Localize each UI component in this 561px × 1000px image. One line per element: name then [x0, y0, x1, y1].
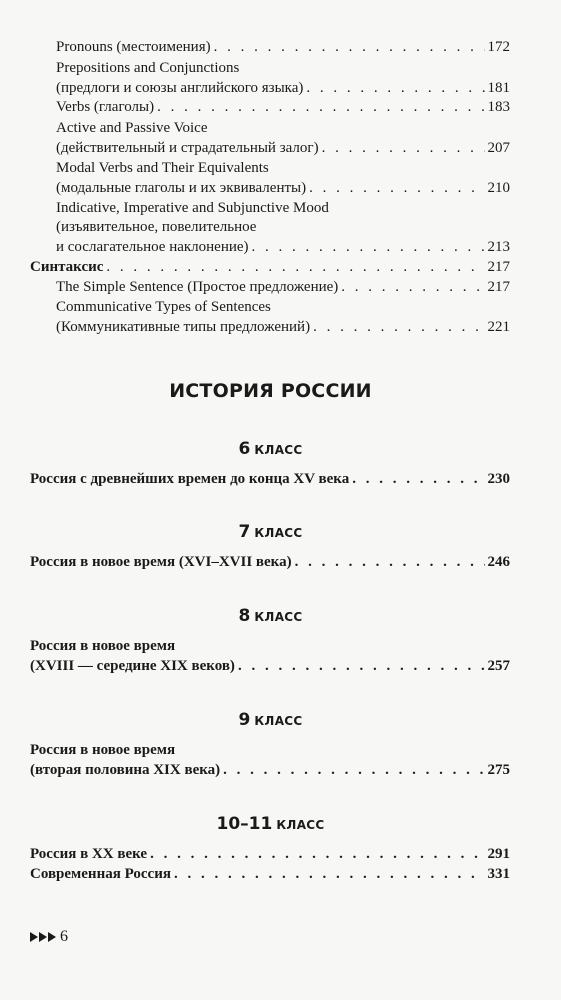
toc-entry-syntax [30, 258, 510, 277]
leader-dots [157, 98, 484, 117]
toc-entry-grade9 [30, 761, 510, 780]
grade-word: КЛАСС [254, 714, 303, 728]
leader-dots [352, 470, 484, 489]
toc-entry-grade6 [30, 470, 510, 489]
leader-dots [252, 238, 485, 257]
toc-entry-label: (действительный и страдательный залог) [56, 140, 319, 156]
grade-number: 10–11 [216, 814, 273, 834]
toc-entry-prepositions [56, 79, 510, 98]
toc-entry-label: Современная Россия [30, 866, 171, 882]
toc-entry-label: Active and Passive Voice [56, 120, 208, 136]
toc-page-number: 183 [487, 99, 510, 115]
toc-page-number: 275 [487, 762, 510, 778]
toc-entry-label: и сослагательное наклонение) [56, 239, 249, 255]
toc-page-number: 213 [487, 239, 510, 255]
toc-page-number: 221 [487, 319, 510, 335]
leader-dots [106, 258, 484, 277]
toc-entry-grade7 [30, 553, 510, 572]
leader-dots [341, 278, 484, 297]
grade-word: КЛАСС [254, 610, 303, 624]
leader-dots [174, 865, 485, 884]
toc-page-number: 291 [487, 846, 510, 862]
leader-dots [313, 318, 484, 337]
toc-entry-label: Communicative Types of Sentences [56, 299, 271, 315]
grade-number: 9 [238, 710, 251, 730]
toc-entry-label: (вторая половина XIX века) [30, 762, 221, 778]
toc-entry-simple-sentence [56, 278, 510, 297]
page-footer [30, 928, 68, 946]
section-title: ИСТОРИЯ РОССИИ [169, 380, 372, 402]
toc-entry-label: Россия в XX веке [30, 846, 148, 862]
grade-heading-9 [0, 710, 541, 730]
toc-entry-voice [56, 139, 510, 158]
toc-page-number: 172 [487, 39, 510, 55]
toc-entry-label: Indicative, Imperative and Subjunctive Mood [56, 200, 329, 216]
grade-word: КЛАСС [254, 443, 303, 457]
toc-page-number: 210 [487, 180, 510, 196]
leader-dots [223, 761, 484, 780]
toc-entry-label: (Коммуникативные типы предложений) [56, 319, 311, 335]
toc-entry-grade10-1 [30, 845, 510, 864]
grade-heading-6 [0, 439, 541, 459]
toc-page-number: 217 [487, 279, 510, 295]
grade-word: КЛАСС [276, 818, 325, 832]
grade-heading-8 [0, 606, 541, 626]
triple-arrow-icon [30, 932, 57, 942]
grade-number: 7 [238, 522, 251, 542]
leader-dots [214, 38, 485, 57]
toc-page-number: 230 [487, 471, 510, 487]
toc-page-number: 181 [487, 80, 510, 96]
toc-page-number: 331 [487, 866, 510, 882]
toc-page-number: 207 [487, 140, 510, 156]
toc-entry-label: (изъявительное, повелительное [56, 219, 257, 235]
toc-entry-label: Prepositions and Conjunctions [56, 60, 240, 76]
leader-dots [238, 657, 485, 676]
toc-entry-grade10-2 [30, 865, 510, 884]
toc-page-number: 217 [487, 259, 510, 275]
grade-heading-7 [0, 522, 541, 542]
toc-entry-verbs [56, 98, 510, 117]
leader-dots [295, 553, 485, 572]
toc-entry-label: Россия в новое время [30, 742, 176, 758]
toc-entry-label: (XVIII — середине XIX веков) [30, 658, 235, 674]
toc-entry-label: (модальные глаголы и их эквиваленты) [56, 180, 307, 196]
toc-page-number: 246 [487, 554, 510, 570]
toc-entry-label: Modal Verbs and Their Equivalents [56, 160, 269, 176]
toc-entry-label: The Simple Sentence (Простое предложение) [56, 279, 339, 295]
toc-entry-grade8 [30, 657, 510, 676]
toc-entry-label: Россия в новое время [30, 638, 176, 654]
toc-entry-label: Pronouns (местоимения) [56, 39, 211, 55]
toc-entry-label: Verbs (глаголы) [56, 99, 155, 115]
toc-entry-modal [56, 179, 510, 198]
grade-word: КЛАСС [254, 526, 303, 540]
toc-entry-label: (предлоги и союзы английского языка) [56, 80, 304, 96]
page-number: 6 [60, 928, 68, 945]
leader-dots [309, 179, 484, 198]
leader-dots [306, 79, 484, 98]
toc-entry-communicative [56, 318, 510, 337]
leader-dots [150, 845, 484, 864]
toc-entry-mood [56, 238, 510, 257]
grade-number: 6 [238, 439, 251, 459]
toc-page-number: 257 [487, 658, 510, 674]
toc-entry-pronouns [56, 38, 510, 57]
grade-number: 8 [238, 606, 251, 626]
toc-entry-label: Россия с древнейших времен до конца XV века [30, 471, 350, 487]
toc-entry-label: Россия в новое время (XVI–XVII века) [30, 554, 292, 570]
grade-heading-10-11 [0, 814, 541, 834]
toc-section-label: Синтаксис [30, 259, 104, 275]
leader-dots [322, 139, 485, 158]
